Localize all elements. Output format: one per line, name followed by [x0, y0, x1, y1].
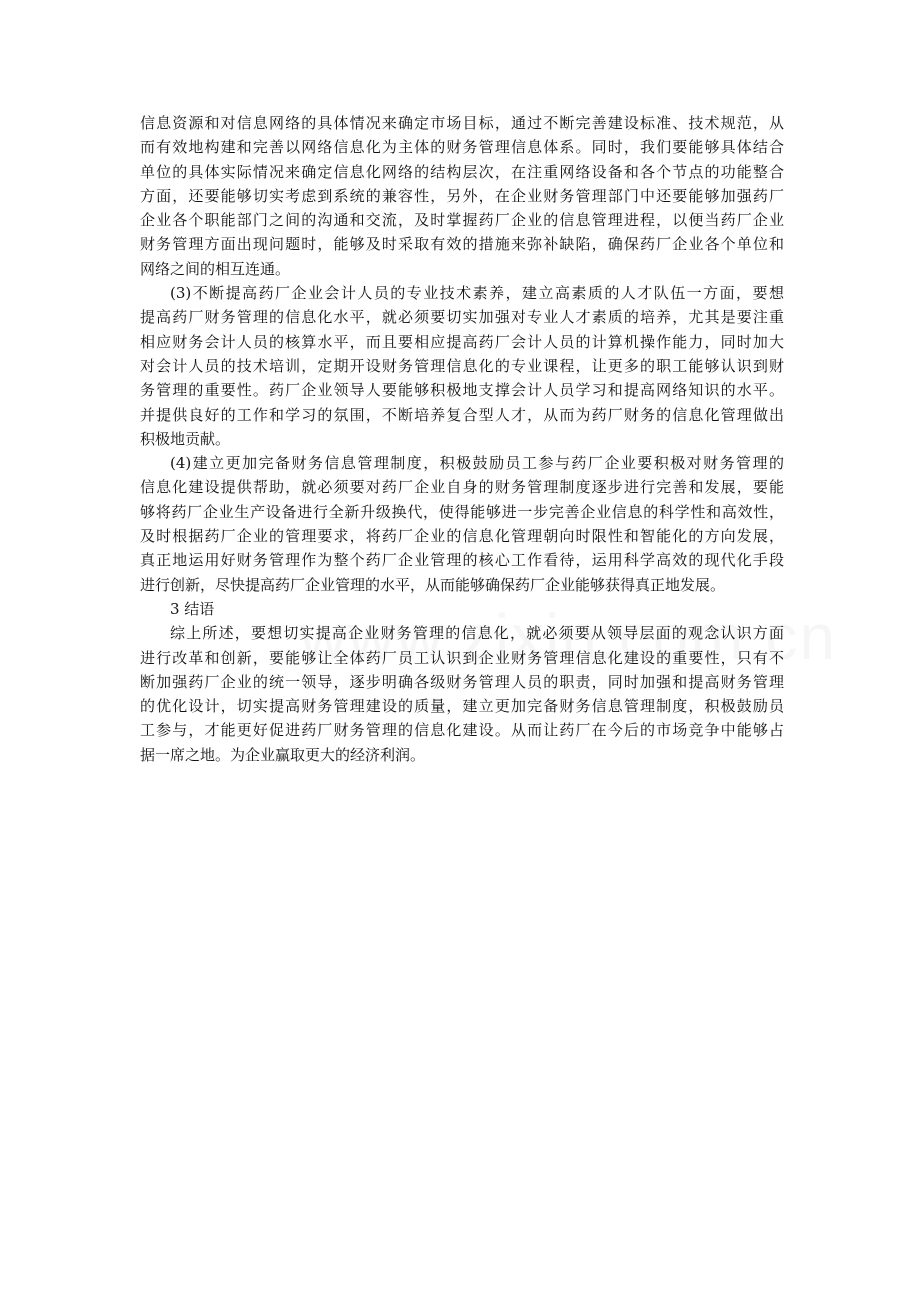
text-line: 对会计人员的技术培训，定期开设财务管理信息化的专业课程，让更多的职工能够认识到财 [140, 356, 784, 375]
section-heading-conclusion [140, 597, 784, 621]
text-line: 而有效地构建和完善以网络信息化为主体的财务管理信息体系。同时，我们要能够具体结合 [140, 138, 784, 157]
text-line: 提高药厂财务管理的信息化水平，就必须要切实加强对专业人才素质的培养，尤其是要注重 [140, 308, 784, 327]
text-line: 务管理的重要性。药厂企业领导人要能够积极地支撑会计人员学习和提高网络知识的水平。 [140, 381, 784, 400]
text-line: 断加强药厂企业的统一领导，逐步明确各级财务管理人员的职责，同时加强和提高财务管理 [140, 672, 784, 691]
text-line: 信息资源和对信息网络的具体情况来确定市场目标，通过不断完善建设标准、技术规范，从 [140, 114, 784, 132]
text-line: 进行改革和创新，要能够让全体药厂员工认识到企业财务管理信息化建设的重要性，只有不 [140, 648, 784, 667]
text-line: 单位的具体实际情况来确定信息化网络的结构层次，在注重网络设备和各个节点的功能整合 [140, 162, 784, 181]
paragraph-3-accountant-skills [140, 281, 784, 451]
paragraph-4-management-system [140, 451, 784, 597]
text-line: 并提供良好的工作和学习的氛围，不断培养复合型人才，从而为药厂财务的信息化管理做出 [140, 405, 784, 424]
text-line: 工参与，才能更好促进药厂财务管理的信息化建设。从而让药厂在今后的市场竞争中能够占 [140, 721, 784, 740]
document-body [140, 111, 784, 767]
text-line: 综上所述，要想切实提高企业财务管理的信息化，就必须要从领导层面的观念认识方面 [170, 624, 784, 643]
text-line: 积极地贡献。 [140, 429, 231, 448]
text-line: 进行创新，尽快提高药厂企业管理的水平，从而能够确保药厂企业能够获得真正地发展。 [140, 575, 726, 594]
text-line: (4)建立更加完备财务信息管理制度，积极鼓励员工参与药厂企业要积极对财务管理的 [170, 454, 784, 473]
text-line: 的优化设计，切实提高财务管理建设的质量，建立更加完备财务信息管理制度，积极鼓励员 [140, 697, 784, 716]
section-heading: 3 结语 [170, 599, 215, 618]
text-line: 相应财务会计人员的核算水平，而且要相应提高药厂会计人员的计算机操作能力，同时加大 [140, 332, 784, 351]
text-line: (3)不断提高药厂企业会计人员的专业技术素养，建立高素质的人才队伍一方面，要想 [170, 284, 784, 303]
paragraph-conclusion [140, 621, 784, 767]
text-line: 企业各个职能部门之间的沟通和交流，及时掌握药厂企业的信息管理进程，以便当药厂企业 [140, 211, 784, 230]
text-line: 据一席之地。为企业赢取更大的经济利润。 [140, 745, 426, 764]
text-line: 网络之间的相互连通。 [140, 259, 291, 278]
paragraph-continuation [140, 111, 784, 281]
text-line: 方面，还要能够切实考虑到系统的兼容性，另外，在企业财务管理部门中还要能够加强药厂 [140, 186, 784, 205]
text-line: 财务管理方面出现问题时，能够及时采取有效的措施来弥补缺陷，确保药厂企业各个单位和 [140, 235, 784, 254]
text-line: 及时根据药厂企业的管理要求，将药厂企业的信息化管理朝向时限性和智能化的方向发展， [140, 527, 784, 546]
text-line: 够将药厂企业生产设备进行全新升级换代，使得能够进一步完善企业信息的科学性和高效性， [140, 502, 784, 521]
text-line: 信息化建设提供帮助，就必须要对药厂企业自身的财务管理制度逐步进行完善和发展，要能 [140, 478, 784, 497]
text-line: 真正地运用好财务管理作为整个药厂企业管理的核心工作看待，运用科学高效的现代化手段 [140, 551, 784, 570]
